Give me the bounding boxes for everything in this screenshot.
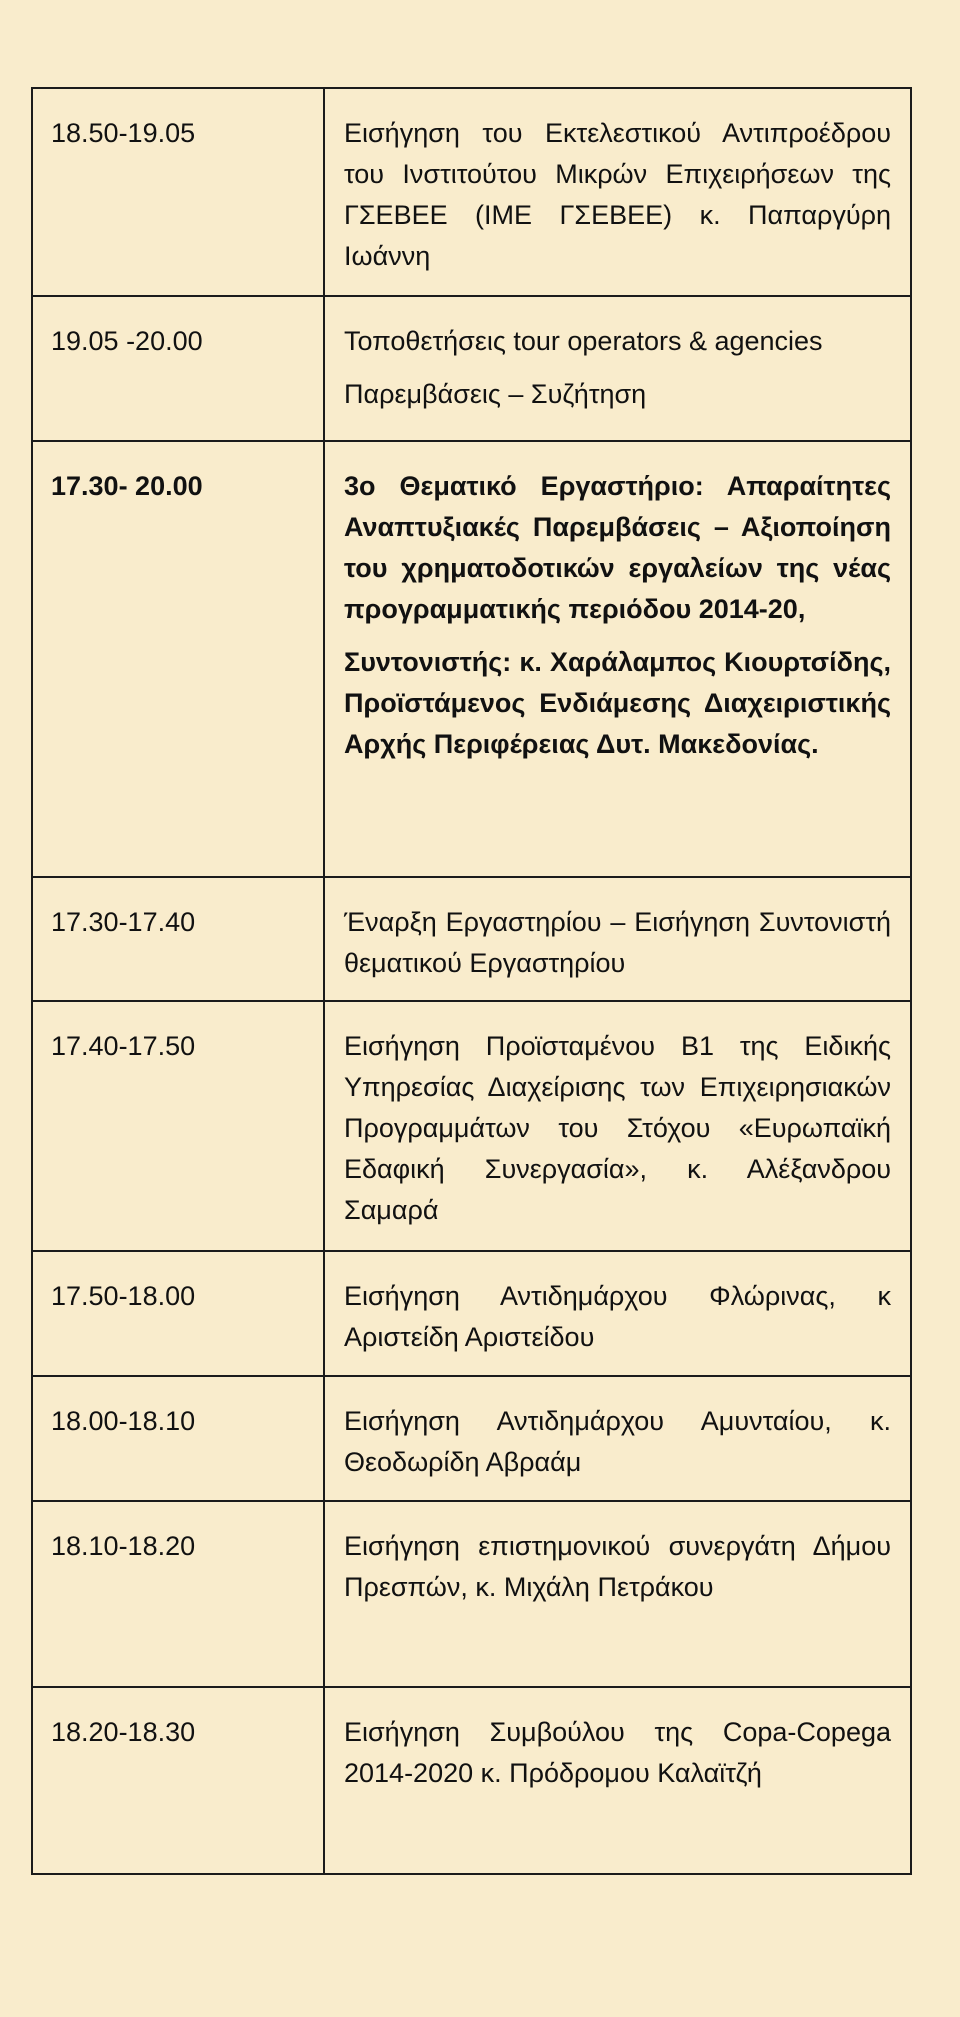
schedule-table	[31, 87, 912, 1875]
table-row	[32, 1501, 911, 1687]
description-cell	[324, 296, 911, 441]
time-cell: 18.10-18.20	[32, 1501, 324, 1687]
description-cell	[324, 1376, 911, 1501]
description-text: Εισήγηση Συμβούλου της Copa-Copega 2014-2020 κ. Πρόδρομου Καλαϊτζή	[344, 1717, 891, 1788]
description-cell	[324, 1687, 911, 1874]
coordinator-text: Συντονιστής: κ. Χαράλαμπος Κιουρτσίδης, Προϊστάμενος Ενδιάμεσης Διαχειριστικής Αρχής Περιφέρειας Δυτ. Μακεδονίας.	[344, 647, 891, 759]
description-cell	[324, 88, 911, 296]
table-row	[32, 1376, 911, 1501]
description-text: Εισήγηση Προϊσταμένου Β1 της Ειδικής Υπηρεσίας Διαχείρισης των Επιχειρησιακών Προγραμμάτων του Στόχου «Ευρωπαϊκή Εδαφική Συνεργασία», κ. Αλέξανδρου Σαμαρά	[344, 1031, 891, 1225]
table-row	[32, 1251, 911, 1376]
time-cell: 17.30-17.40	[32, 877, 324, 1001]
description-text: Εισήγηση Αντιδημάρχου Αμυνταίου, κ. Θεοδωρίδη Αβραάμ	[344, 1406, 891, 1477]
time-cell: 18.50-19.05	[32, 88, 324, 296]
table-row	[32, 877, 911, 1001]
time-cell: 18.00-18.10	[32, 1376, 324, 1501]
description-text: Εισήγηση Αντιδημάρχου Φλώρινας, κ Αριστείδη Αριστείδου	[344, 1281, 891, 1352]
description-text: Παρεμβάσεις – Συζήτηση	[344, 379, 647, 409]
table-row	[32, 1001, 911, 1251]
time-cell: 17.50-18.00	[32, 1251, 324, 1376]
time-cell: 18.20-18.30	[32, 1687, 324, 1874]
description-cell	[324, 441, 911, 877]
workshop-title: 3ο Θεματικό Εργαστήριο: Απαραίτητες Αναπτυξιακές Παρεμβάσεις – Αξιοποίηση του χρηματοδοτικών εργαλείων της νέας προγραμματικής περιόδου 2014-20,	[344, 471, 891, 624]
time-cell: 19.05 -20.00	[32, 296, 324, 441]
description-cell	[324, 1501, 911, 1687]
table-row	[32, 88, 911, 296]
time-cell: 17.30- 20.00	[32, 441, 324, 877]
description-cell	[324, 1251, 911, 1376]
time-cell: 17.40-17.50	[32, 1001, 324, 1251]
table-row	[32, 296, 911, 441]
description-text: Τοποθετήσεις tour operators & agencies	[344, 326, 823, 356]
description-text: Εισήγηση του Εκτελεστικού Αντιπροέδρου του Ινστιτούτου Μικρών Επιχειρήσεων της ΓΣΕΒΕΕ (ΙΜΕ ΓΣΕΒΕΕ) κ. Παπαργύρη Ιωάννη	[344, 118, 891, 271]
description-cell	[324, 877, 911, 1001]
description-text: Εισήγηση επιστημονικού συνεργάτη Δήμου Πρεσπών, κ. Μιχάλη Πετράκου	[344, 1531, 891, 1602]
description-text: Έναρξη Εργαστηρίου – Εισήγηση Συντονιστή θεματικού Εργαστηρίου	[344, 907, 891, 978]
table-row	[32, 1687, 911, 1874]
table-row	[32, 441, 911, 877]
description-cell	[324, 1001, 911, 1251]
